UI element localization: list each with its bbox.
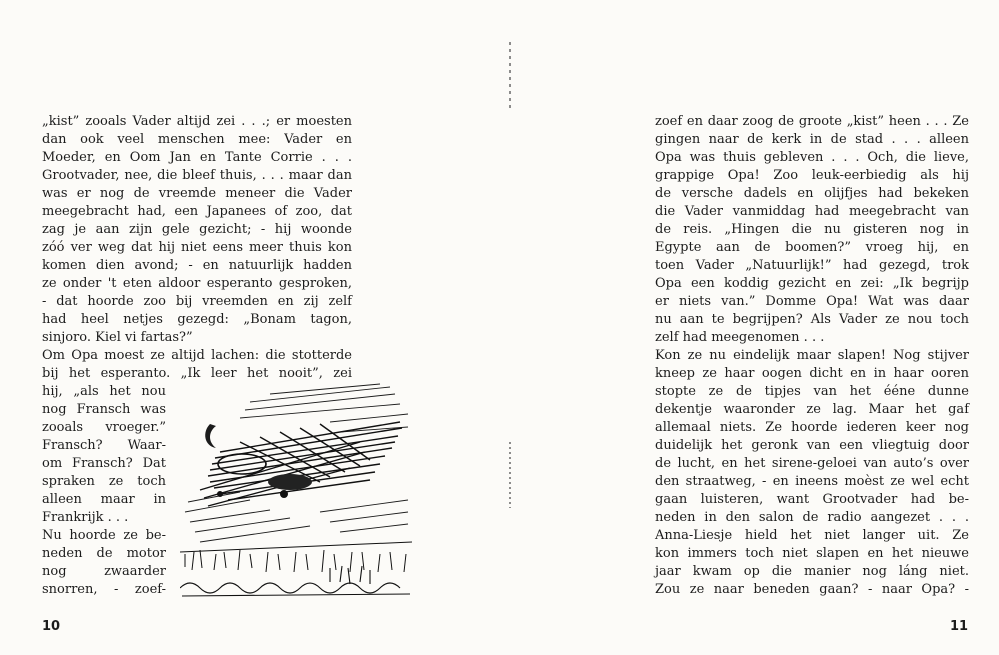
text-line: neden in den salon de radio aangezet . . . <box>655 510 969 525</box>
text-line: den straatweg, - en ineens moèst ze wel echt <box>655 474 969 489</box>
text-line: duidelijk het geronk van een vliegtuig door <box>655 438 969 453</box>
text-line: neden de motor <box>42 546 166 561</box>
text-line: grappige Opa! Zoo leuk-eerbiedig als hij <box>655 168 969 183</box>
text-line: die Vader vanmiddag had meegebracht van <box>655 204 969 219</box>
airplane-illustration <box>180 382 412 604</box>
text-line: allemaal niets. Ze hoorde iederen keer nog <box>655 420 969 435</box>
text-line: spraken ze toch <box>42 474 166 489</box>
text-line: de reis. „Hingen die nu gisteren nog in <box>655 222 969 237</box>
text-line: er niets van.” Domme Opa! Wat was daar <box>655 294 969 309</box>
gutter-mark-top <box>500 40 520 110</box>
text-line: hij, „als het nou <box>42 384 166 399</box>
text-line: was er nog de vreemde meneer die Vader <box>42 186 352 201</box>
text-line: zag je aan zijn gele gezicht; - hij woonde <box>42 222 352 237</box>
text-line: Frankrijk . . . <box>42 510 129 525</box>
text-line: zooals vroeger.” <box>42 420 166 435</box>
text-line: meegebracht had, een Japanees of zoo, dat <box>42 204 352 219</box>
text-line: stopte ze de tipjes van het ééne dunne <box>655 384 969 399</box>
moon-icon <box>205 424 216 448</box>
text-line: Opa een koddig gezicht en zei: „Ik begrijp <box>655 276 969 291</box>
text-line: zóó ver weg dat hij niet eens meer thuis kon <box>42 240 352 255</box>
text-line: kneep ze haar oogen dicht en in haar ooren <box>655 366 969 381</box>
page-number-left: 10 <box>42 619 61 634</box>
text-line: om Fransch? Dat <box>42 456 166 471</box>
text-line: snorren, - zoef- <box>42 582 166 597</box>
text-line: zoef en daar zoog de groote „kist” heen . . . Ze <box>655 114 969 129</box>
text-line: Opa was thuis gebleven . . . Och, die lieve, <box>655 150 969 165</box>
text-line: - dat hoorde zoo bij vreemden en zij zelf <box>42 294 352 309</box>
text-line: Kon ze nu eindelijk maar slapen! Nog stijver <box>655 348 969 363</box>
text-line: Om Opa moest ze altijd lachen: die stotterde <box>42 348 352 363</box>
text-line: nu aan te begrijpen? Als Vader ze nou toch <box>655 312 969 327</box>
text-line: dekentje waaronder ze lag. Maar het gaf <box>655 402 969 417</box>
text-line: de versche dadels en olijfjes had bekeken <box>655 186 969 201</box>
text-line: toen Vader „Natuurlijk!” had gezegd, trok <box>655 258 969 273</box>
text-line: de lucht, en het sirene-geloei van auto’s over <box>655 456 969 471</box>
text-line: nog zwaarder <box>42 564 166 579</box>
text-line: Anna-Liesje hield het niet langer uit. Ze <box>655 528 969 543</box>
text-line: Moeder, en Oom Jan en Tante Corrie . . . <box>42 150 352 165</box>
page-number-right: 11 <box>950 619 969 634</box>
text-line: Fransch? Waar- <box>42 438 166 453</box>
text-line: bij het esperanto. „Ik leer het nooit”, zei <box>42 366 352 381</box>
text-line: gingen naar de kerk in de stad . . . alleen <box>655 132 969 147</box>
text-line: nog Fransch was <box>42 402 166 417</box>
text-line: dan ook veel menschen mee: Vader en <box>42 132 352 147</box>
text-line: ze onder 't eten aldoor esperanto gesproken, <box>42 276 352 291</box>
text-line: jaar kwam op die manier nog láng niet. <box>655 564 969 579</box>
text-line: zelf had meegenomen . . . <box>655 330 825 345</box>
text-line: kon immers toch niet slapen en het nieuwe <box>655 546 969 561</box>
text-line: Egypte aan de boomen?” vroeg hij, en <box>655 240 969 255</box>
text-line: Nu hoorde ze be- <box>42 528 166 543</box>
text-line: alleen maar in <box>42 492 166 507</box>
text-line: „kist” zooals Vader altijd zei . . .; er moesten <box>42 114 352 129</box>
text-line: sinjoro. Kiel vi fartas?” <box>42 330 193 345</box>
text-line: had heel netjes gezegd: „Bonam tagon, <box>42 312 352 327</box>
text-line: gaan luisteren, want Grootvader had be- <box>655 492 969 507</box>
gutter-mark-bottom <box>500 440 520 510</box>
text-line: Grootvader, nee, die bleef thuis, . . . maar dan <box>42 168 352 183</box>
text-line: komen dien avond; - en natuurlijk hadden <box>42 258 352 273</box>
text-line: Zou ze naar beneden gaan? - naar Opa? - <box>655 582 969 597</box>
